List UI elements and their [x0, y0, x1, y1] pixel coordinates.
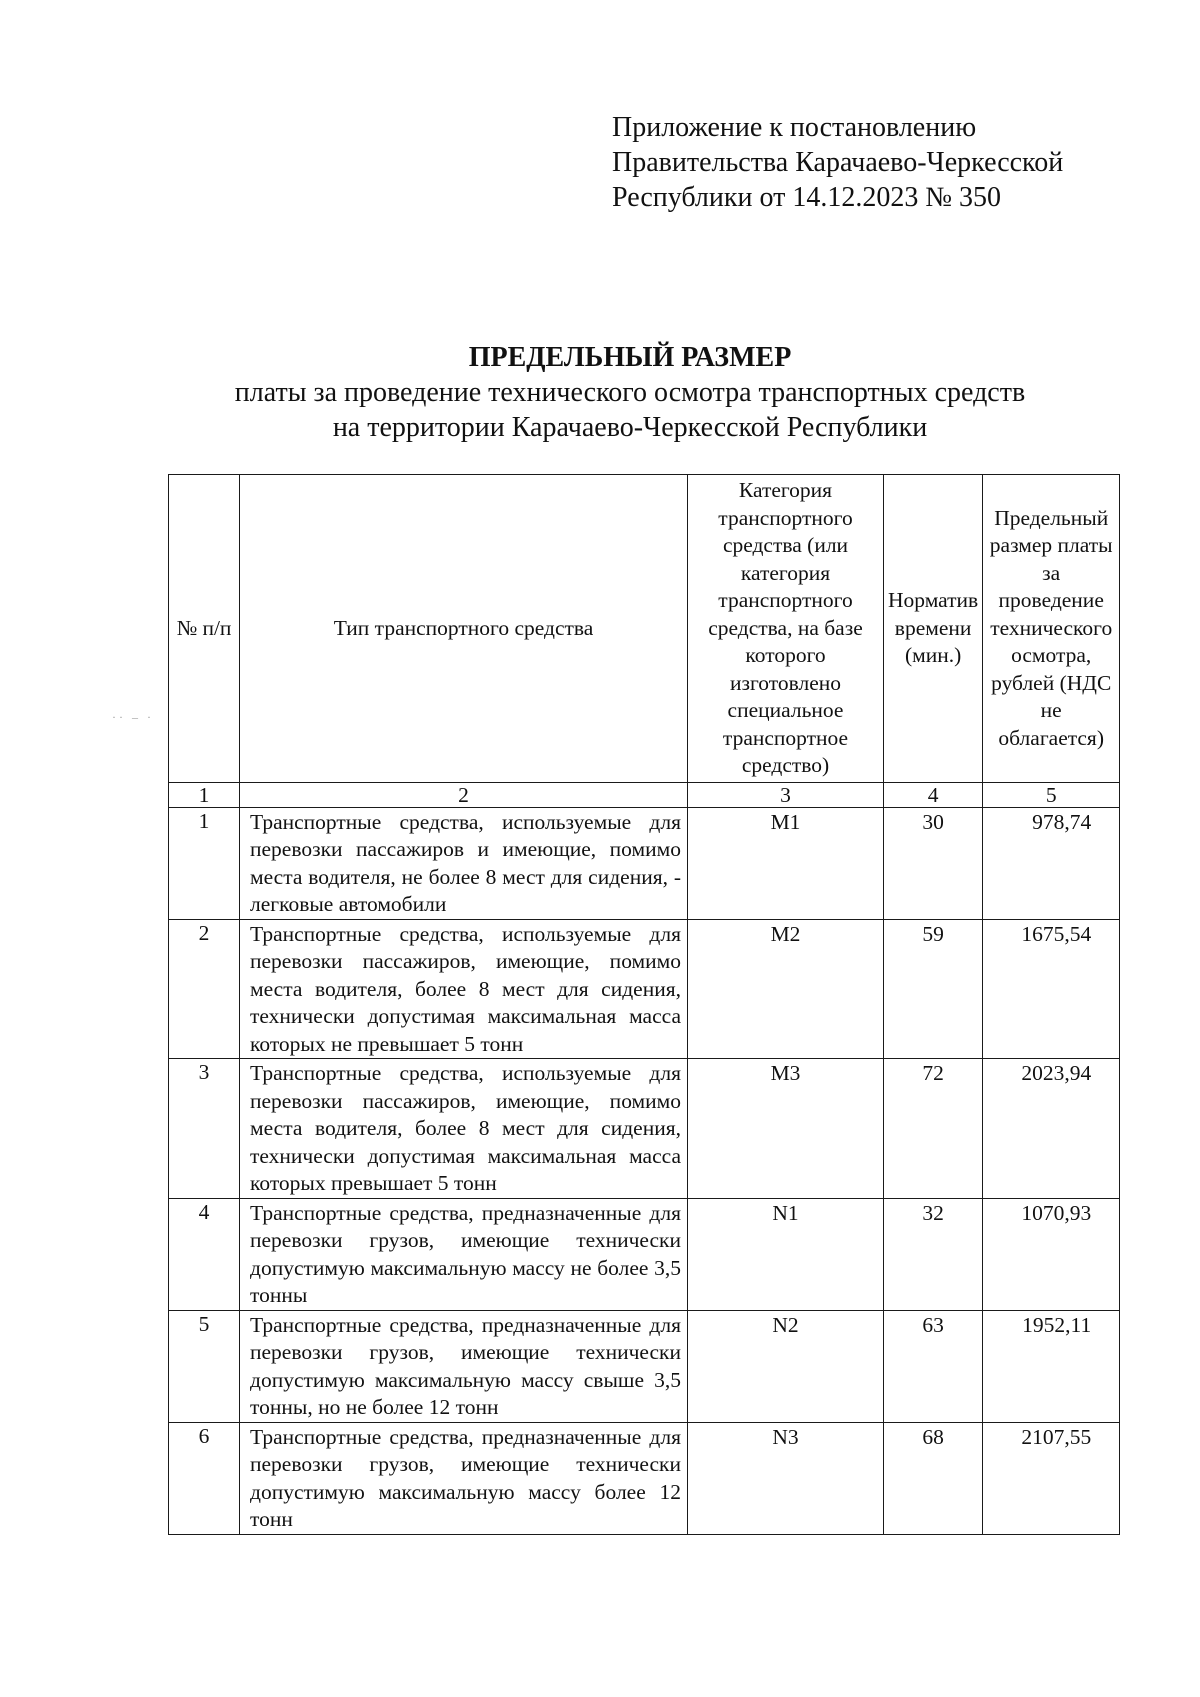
table-header-row [169, 475, 1120, 783]
max-fee: 978,74 [983, 807, 1120, 919]
annex-line-2: Правительства Карачаево-Черкесской [612, 147, 1064, 178]
max-fee: 2107,55 [983, 1422, 1120, 1534]
vehicle-category: М2 [688, 919, 884, 1059]
time-norm: 30 [884, 807, 983, 919]
vehicle-category: N3 [688, 1422, 884, 1534]
document-title [0, 340, 1200, 445]
row-number: 4 [169, 1198, 240, 1310]
table-row [169, 1198, 1120, 1310]
header-category: Категория транспортного средства (или категория транспортного средства, на базе которого изготовлено специальное транспортное средство) [688, 475, 884, 783]
vehicle-category: N2 [688, 1310, 884, 1422]
max-fee: 1070,93 [983, 1198, 1120, 1310]
max-fee: 1675,54 [983, 919, 1120, 1059]
vehicle-category: N1 [688, 1198, 884, 1310]
column-number: 1 [169, 782, 240, 807]
row-number: 1 [169, 807, 240, 919]
title-subtitle-2: на территории Карачаево-Черкесской Республики [332, 412, 928, 443]
annex-header [612, 110, 1063, 215]
annex-line-3: Республики от 14.12.2023 № 350 [612, 182, 1002, 213]
row-number: 2 [169, 919, 240, 1059]
table-row [169, 1422, 1120, 1534]
table-row [169, 807, 1120, 919]
row-number: 5 [169, 1310, 240, 1422]
time-norm: 72 [884, 1059, 983, 1199]
vehicle-type: Транспортные средства, используемые для перевозки пассажиров, имеющие, помимо места водителя, более 8 мест для сидения, технически допустимая максимальная масса которых превышает 5 тонн [240, 1059, 688, 1199]
time-norm: 32 [884, 1198, 983, 1310]
column-number-row [169, 782, 1120, 807]
time-norm: 68 [884, 1422, 983, 1534]
vehicle-category: М1 [688, 807, 884, 919]
vehicle-type: Транспортные средства, предназначенные для перевозки грузов, имеющие технически допустимую максимальную массу не более 3,5 тонны [240, 1198, 688, 1310]
row-number: 6 [169, 1422, 240, 1534]
vehicle-type: Транспортные средства, предназначенные для перевозки грузов, имеющие технически допустимую максимальную массу более 12 тонн [240, 1422, 688, 1534]
annex-line-1: Приложение к постановлению [612, 112, 977, 143]
vehicle-type: Транспортные средства, предназначенные для перевозки грузов, имеющие технически допустимую максимальную массу свыше 3,5 тонны, но не более 12 тонн [240, 1310, 688, 1422]
max-fee: 1952,11 [983, 1310, 1120, 1422]
time-norm: 59 [884, 919, 983, 1059]
vehicle-category: М3 [688, 1059, 884, 1199]
column-number: 4 [884, 782, 983, 807]
row-number: 3 [169, 1059, 240, 1199]
header-price: Предельный размер платы за проведение технического осмотра, рублей (НДС не облагается) [983, 475, 1120, 783]
max-fee: 2023,94 [983, 1059, 1120, 1199]
column-number: 3 [688, 782, 884, 807]
header-time: Норматив времени (мин.) [884, 475, 983, 783]
title-heading: ПРЕДЕЛЬНЫЙ РАЗМЕР [468, 342, 792, 373]
column-number: 2 [240, 782, 688, 807]
header-type: Тип транспортного средства [240, 475, 688, 783]
vehicle-type: Транспортные средства, используемые для перевозки пассажиров и имеющие, помимо места водителя, не более 8 мест для сидения, - легковые автомобили [240, 807, 688, 919]
table-row [169, 1310, 1120, 1422]
table-row [169, 919, 1120, 1059]
header-num: № п/п [169, 475, 240, 783]
time-norm: 63 [884, 1310, 983, 1422]
table-row [169, 1059, 1120, 1199]
fee-table [168, 474, 1120, 1535]
vehicle-type: Транспортные средства, используемые для перевозки пассажиров, имеющие, помимо места водителя, более 8 мест для сидения, технически допустимая максимальная масса которых не превышает 5 тонн [240, 919, 688, 1059]
title-subtitle-1: платы за проведение технического осмотра транспортных средств [234, 377, 1026, 408]
scan-artifact: ·· – · [112, 710, 154, 724]
column-number: 5 [983, 782, 1120, 807]
